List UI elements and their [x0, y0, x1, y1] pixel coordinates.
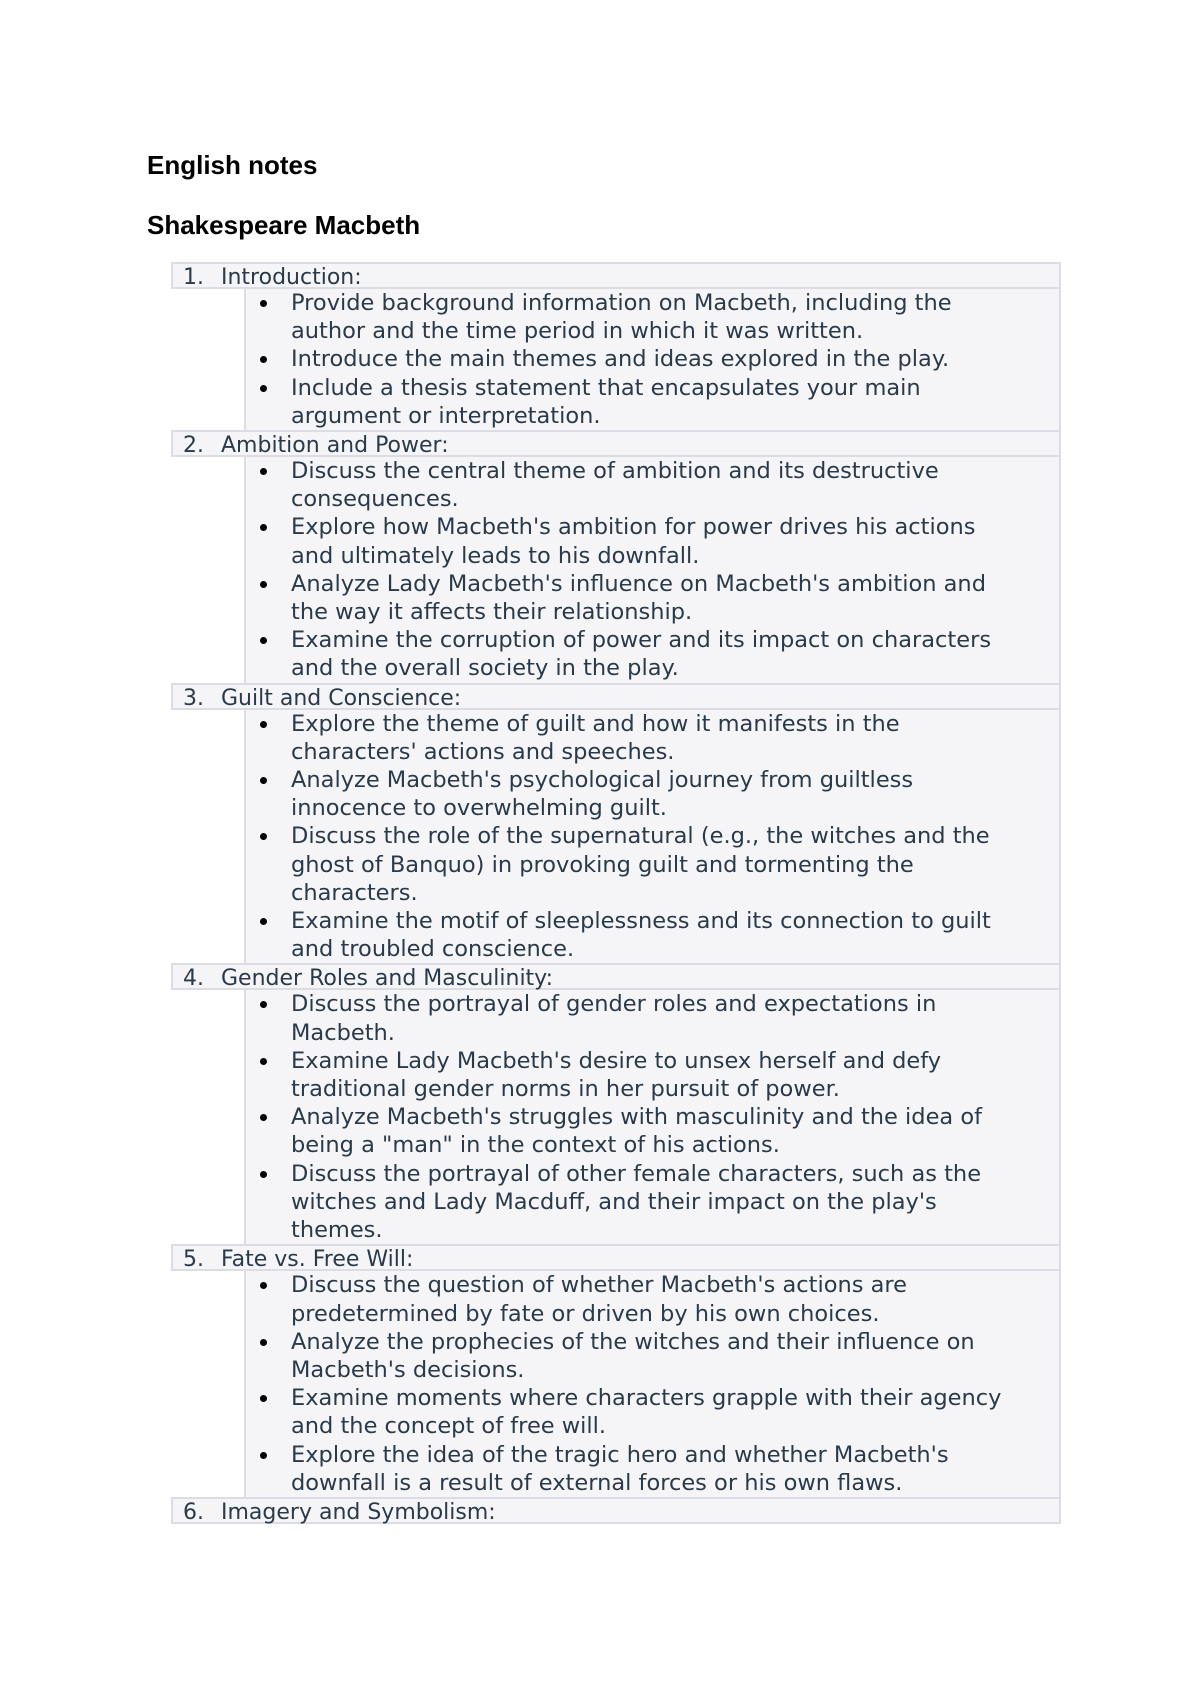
bullet-text-line: Discuss the role of the supernatural (e.g., the witches and the [291, 823, 990, 850]
bullet-icon [260, 918, 267, 925]
bullet-text-line: Analyze Macbeth's psychological journey from guiltless [291, 767, 914, 794]
bullet-text-line: themes. [291, 1217, 383, 1244]
bullet-text-line: author and the time period in which it was written. [291, 318, 864, 345]
bullet-text-line: Examine moments where characters grapple with their agency [291, 1385, 1002, 1412]
bullet-icon [260, 468, 267, 475]
essay-outline [171, 262, 1061, 1524]
bullet-icon [260, 833, 267, 840]
bullet-text-line: witches and Lady Macduff, and their impact on the play's [291, 1188, 937, 1215]
bullet-point [246, 822, 1059, 907]
bullet-text-line: ghost of Banquo) in provoking guilt and tormenting the [291, 851, 914, 878]
bullet-point [246, 345, 1059, 373]
section-number: 2. [183, 433, 204, 459]
section-points [244, 1271, 1061, 1497]
section-points [244, 457, 1061, 683]
outline-section [171, 1497, 1061, 1524]
section-number: 4. [183, 966, 204, 992]
bullet-text-line: Provide background information on Macbeth, including the [291, 290, 952, 316]
bullet-point [246, 513, 1059, 569]
bullet-text-line: Discuss the portrayal of gender roles and expectations in [291, 991, 937, 1018]
bullet-point [246, 1047, 1059, 1103]
bullet-text-line: Include a thesis statement that encapsulates your main [291, 374, 921, 401]
outline-section [171, 963, 1061, 1244]
bullet-text-line: Introduce the main themes and ideas explored in the play. [291, 346, 950, 373]
bullet-icon [260, 581, 267, 588]
bullet-icon [260, 1282, 267, 1289]
section-heading-row [171, 1244, 1061, 1271]
bullet-text-line: downfall is a result of external forces or his own flaws. [291, 1469, 903, 1496]
bullet-point [246, 1441, 1059, 1497]
section-points [244, 289, 1061, 430]
bullet-icon [260, 356, 267, 363]
outline-section [171, 430, 1061, 683]
bullet-point [246, 990, 1059, 1046]
bullet-text-line: and ultimately leads to his downfall. [291, 542, 700, 569]
section-heading-row [171, 683, 1061, 710]
bullet-text-line: predetermined by fate or driven by his own choices. [291, 1300, 880, 1327]
bullet-text-line: Explore how Macbeth's ambition for power drives his actions [291, 514, 976, 541]
bullet-icon [260, 1001, 267, 1008]
bullet-text-line: Macbeth. [291, 1019, 395, 1046]
bullet-text-line: Examine the motif of sleeplessness and its connection to guilt [291, 908, 991, 935]
bullet-point [246, 626, 1059, 682]
section-points [244, 710, 1061, 964]
bullet-icon [260, 1452, 267, 1459]
bullet-icon [260, 1171, 267, 1178]
section-heading: Guilt and Conscience: [221, 685, 462, 711]
bullet-point [246, 1271, 1059, 1327]
bullet-point [246, 1160, 1059, 1245]
bullet-text-line: characters' actions and speeches. [291, 738, 675, 765]
bullet-text-line: Discuss the portrayal of other female characters, such as the [291, 1160, 982, 1187]
bullet-icon [260, 300, 267, 307]
bullet-point [246, 457, 1059, 513]
bullet-icon [260, 1395, 267, 1402]
bullet-text-line: consequences. [291, 486, 459, 513]
bullet-icon [260, 637, 267, 644]
section-heading-row [171, 430, 1061, 457]
bullet-text-line: Explore the theme of guilt and how it manifests in the [291, 710, 900, 737]
bullet-text-line: Examine the corruption of power and its impact on characters [291, 627, 992, 654]
section-heading: Imagery and Symbolism: [221, 1499, 496, 1525]
bullet-text-line: Discuss the question of whether Macbeth's actions are [291, 1272, 907, 1299]
document-subtitle: Shakespeare Macbeth [147, 210, 421, 240]
bullet-icon [260, 721, 267, 728]
document-title: English notes [147, 150, 318, 180]
section-heading: Introduction: [221, 265, 362, 290]
section-heading-row [171, 1497, 1061, 1524]
section-heading-row [171, 262, 1061, 289]
section-heading: Gender Roles and Masculinity: [221, 966, 554, 992]
outline-section [171, 262, 1061, 430]
bullet-point [246, 1103, 1059, 1159]
bullet-icon [260, 1339, 267, 1346]
bullet-icon [260, 524, 267, 531]
bullet-point [246, 289, 1059, 345]
bullet-text-line: characters. [291, 879, 418, 906]
bullet-icon [260, 385, 267, 392]
bullet-text-line: Examine Lady Macbeth's desire to unsex herself and defy [291, 1047, 942, 1074]
bullet-text-line: innocence to overwhelming guilt. [291, 795, 667, 822]
bullet-point [246, 1328, 1059, 1384]
bullet-point [246, 1384, 1059, 1440]
bullet-point [246, 374, 1059, 430]
bullet-icon [260, 777, 267, 784]
bullet-text-line: and the concept of free will. [291, 1413, 607, 1440]
bullet-text-line: and the overall society in the play. [291, 655, 679, 682]
bullet-text-line: Analyze the prophecies of the witches and their influence on [291, 1328, 975, 1355]
section-heading: Ambition and Power: [221, 433, 449, 459]
bullet-point [246, 710, 1059, 766]
bullet-text-line: Macbeth's decisions. [291, 1356, 525, 1383]
bullet-icon [260, 1114, 267, 1121]
section-number: 5. [183, 1247, 204, 1273]
bullet-text-line: and troubled conscience. [291, 936, 575, 963]
bullet-text-line: being a "man" in the context of his actions. [291, 1132, 780, 1159]
bullet-text-line: traditional gender norms in her pursuit of power. [291, 1076, 840, 1103]
bullet-point [246, 907, 1059, 963]
bullet-text-line: Explore the idea of the tragic hero and whether Macbeth's [291, 1441, 949, 1468]
bullet-text-line: the way it affects their relationship. [291, 599, 693, 626]
section-heading-row [171, 963, 1061, 990]
section-heading: Fate vs. Free Will: [221, 1247, 414, 1273]
bullet-text-line: Analyze Lady Macbeth's influence on Macbeth's ambition and [291, 570, 986, 597]
bullet-text-line: Analyze Macbeth's struggles with masculinity and the idea of [291, 1104, 983, 1131]
bullet-point [246, 766, 1059, 822]
section-number: 1. [183, 265, 204, 290]
bullet-text-line: Discuss the central theme of ambition and its destructive [291, 458, 939, 485]
bullet-text-line: argument or interpretation. [291, 402, 601, 429]
section-number: 3. [183, 685, 204, 711]
bullet-icon [260, 1058, 267, 1065]
outline-section [171, 1244, 1061, 1497]
outline-section [171, 683, 1061, 964]
section-points [244, 990, 1061, 1244]
bullet-point [246, 570, 1059, 626]
section-number: 6. [183, 1499, 204, 1525]
